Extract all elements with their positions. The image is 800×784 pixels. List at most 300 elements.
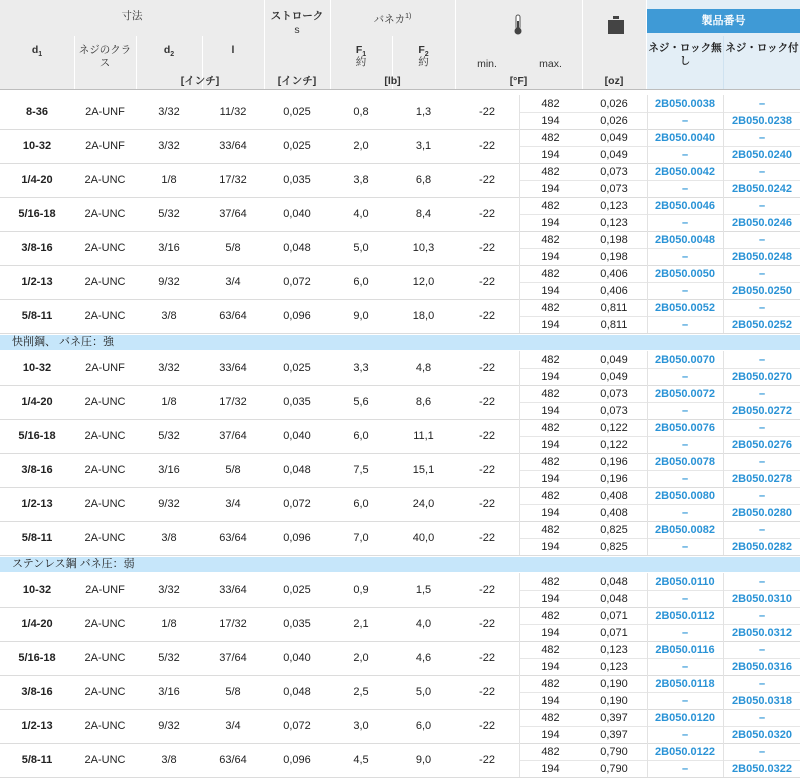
cell-f1: 6,0: [353, 430, 369, 442]
cell-f2: 18,0: [412, 310, 435, 322]
cell-d2: 9/32: [158, 498, 180, 510]
cell-max: 482: [541, 199, 560, 212]
product-number-link[interactable]: 2B050.0038: [655, 97, 715, 110]
cell-cls: 2A-UNC: [84, 276, 126, 288]
product-number-link[interactable]: –: [681, 728, 689, 741]
product-number-link[interactable]: –: [758, 199, 766, 212]
cell-d1: 3/8-16: [21, 464, 53, 476]
product-number-link[interactable]: 2B050.0070: [655, 353, 715, 366]
lb-unit-label: [lb]: [384, 75, 401, 87]
product-number-link[interactable]: 2B050.0080: [655, 489, 715, 502]
cell-oz: 0,073: [600, 404, 628, 417]
cell-f1: 9,0: [353, 310, 369, 322]
cell-d1: 5/16-18: [18, 208, 56, 220]
product-number-link[interactable]: 2B050.0110: [655, 575, 715, 588]
product-number-link[interactable]: –: [758, 677, 766, 690]
cell-d2: 5/32: [158, 430, 180, 442]
cell-f1: 7,0: [353, 532, 369, 544]
cell-min: -22: [479, 584, 495, 596]
cell-max: 194: [541, 540, 560, 553]
dimension-group-header: 寸法: [121, 10, 143, 22]
cell-max: 482: [541, 455, 560, 468]
cell-min: -22: [479, 430, 495, 442]
cell-f1: 0,8: [353, 106, 369, 118]
cell-l: 37/64: [219, 430, 247, 442]
cell-cls: 2A-UNC: [84, 174, 126, 186]
cell-max: 482: [541, 131, 560, 144]
temp-min-header: min.: [477, 58, 497, 70]
cell-s: 0,025: [283, 584, 311, 596]
stroke-unit-label: [インチ]: [277, 75, 317, 87]
cell-min: -22: [479, 208, 495, 220]
cell-oz: 0,190: [600, 694, 628, 707]
cell-d1: 1/4-20: [21, 618, 53, 630]
cell-l: 11/32: [219, 106, 247, 118]
cell-f1: 2,5: [353, 686, 369, 698]
f2-approx: 約: [418, 56, 429, 68]
cell-d2: 3/16: [158, 686, 180, 698]
cell-oz: 0,825: [600, 523, 628, 536]
product-number-link[interactable]: 2B050.0242: [732, 182, 792, 195]
product-number-link[interactable]: 2B050.0072: [655, 387, 715, 400]
cell-d1: 5/16-18: [18, 652, 56, 664]
cell-s: 0,035: [283, 174, 311, 186]
cell-oz: 0,123: [600, 216, 628, 229]
cell-max: 194: [541, 728, 560, 741]
cell-f2: 10,3: [412, 242, 435, 254]
cell-max: 482: [541, 489, 560, 502]
cell-cls: 2A-UNC: [84, 498, 126, 510]
cell-d2: 3/8: [161, 754, 177, 766]
cell-d2: 3/32: [158, 140, 180, 152]
stroke-header: ストローク: [270, 10, 324, 22]
cell-min: -22: [479, 310, 495, 322]
cell-f1: 6,0: [353, 498, 369, 510]
product-number-link[interactable]: 2B050.0320: [732, 728, 792, 741]
cell-s: 0,096: [283, 754, 311, 766]
weight-icon: [606, 15, 626, 35]
cell-cls: 2A-UNC: [84, 396, 126, 408]
cell-max: 194: [541, 438, 560, 451]
cell-s: 0,025: [283, 140, 311, 152]
cell-oz: 0,123: [600, 199, 628, 212]
cell-max: 482: [541, 523, 560, 536]
cell-cls: 2A-UNC: [84, 208, 126, 220]
cell-d1: 1/2-13: [21, 720, 53, 732]
oz-unit-label: [oz]: [604, 75, 624, 87]
cell-l: 3/4: [225, 276, 241, 288]
product-number-link[interactable]: 2B050.0248: [732, 250, 792, 263]
cell-max: 194: [541, 592, 560, 605]
product-number-link[interactable]: 2B050.0282: [732, 540, 792, 553]
cell-f2: 9,0: [415, 754, 432, 766]
product-number-link[interactable]: 2B050.0122: [655, 745, 715, 758]
cell-l: 33/64: [219, 140, 247, 152]
cell-d2: 3/32: [158, 106, 180, 118]
cell-oz: 0,406: [600, 267, 628, 280]
product-number-link[interactable]: –: [681, 250, 689, 263]
cell-oz: 0,049: [600, 370, 628, 383]
product-number-link[interactable]: 2B050.0252: [732, 318, 792, 331]
product-number-link[interactable]: 2B050.0246: [732, 216, 792, 229]
product-number-link[interactable]: –: [681, 626, 689, 639]
product-number-link[interactable]: –: [758, 523, 766, 536]
cell-oz: 0,198: [600, 250, 628, 263]
cell-l: 5/8: [225, 242, 241, 254]
cell-oz: 0,790: [600, 762, 628, 775]
cell-f2: 3,1: [415, 140, 432, 152]
cell-s: 0,072: [283, 720, 311, 732]
product-number-link[interactable]: –: [681, 660, 689, 673]
cell-max: 482: [541, 643, 560, 656]
cell-d2: 3/8: [161, 310, 177, 322]
product-number-link[interactable]: –: [758, 421, 766, 434]
cell-d1: 3/8-16: [21, 242, 53, 254]
product-number-link[interactable]: 2B050.0278: [732, 472, 792, 485]
product-number-link[interactable]: 2B050.0048: [655, 233, 715, 246]
cell-max: 194: [541, 694, 560, 707]
cell-min: -22: [479, 174, 495, 186]
product-number-link[interactable]: –: [681, 438, 689, 451]
cell-s: 0,025: [283, 106, 311, 118]
cell-min: -22: [479, 652, 495, 664]
d2-header: $d_2$: [163, 44, 175, 59]
cell-min: -22: [479, 532, 495, 544]
cell-oz: 0,049: [600, 353, 628, 366]
cell-max: 194: [541, 250, 560, 263]
product-number-link[interactable]: 2B050.0276: [732, 438, 792, 451]
product-number-link[interactable]: 2B050.0272: [732, 404, 792, 417]
cell-l: 17/32: [219, 396, 247, 408]
product-number-link[interactable]: 2B050.0076: [655, 421, 715, 434]
cell-d1: 1/2-13: [21, 498, 53, 510]
product-number-link[interactable]: 2B050.0322: [732, 762, 792, 775]
cell-cls: 2A-UNC: [84, 532, 126, 544]
cell-min: -22: [479, 618, 495, 630]
cell-s: 0,040: [283, 430, 311, 442]
cell-max: 194: [541, 506, 560, 519]
product-number-link[interactable]: –: [758, 711, 766, 724]
cell-d2: 5/32: [158, 208, 180, 220]
cell-oz: 0,122: [600, 438, 628, 451]
product-number-link[interactable]: –: [758, 745, 766, 758]
cell-max: 194: [541, 318, 560, 331]
product-number-link[interactable]: –: [758, 575, 766, 588]
product-number-link[interactable]: –: [681, 148, 689, 161]
product-number-link[interactable]: 2B050.0046: [655, 199, 715, 212]
cell-f2: 15,1: [412, 464, 435, 476]
temp-max-header: max.: [539, 58, 562, 70]
cell-oz: 0,825: [600, 540, 628, 553]
cell-cls: 2A-UNC: [84, 242, 126, 254]
cell-s: 0,040: [283, 652, 311, 664]
cell-f2: 11,1: [413, 430, 434, 442]
cell-oz: 0,122: [600, 421, 628, 434]
product-number-link[interactable]: –: [758, 387, 766, 400]
cell-f1: 2,1: [353, 618, 369, 630]
cell-f1: 3,8: [353, 174, 369, 186]
product-number-link[interactable]: –: [758, 131, 766, 144]
cell-s: 0,025: [283, 362, 311, 374]
cell-min: -22: [479, 276, 495, 288]
product-number-link[interactable]: 2B050.0270: [732, 370, 792, 383]
product-number-link[interactable]: 2B050.0042: [655, 165, 715, 178]
product-number-link[interactable]: 2B050.0040: [655, 131, 715, 144]
cell-max: 194: [541, 114, 560, 127]
product-number-link[interactable]: –: [758, 353, 766, 366]
product-number-link[interactable]: –: [758, 267, 766, 280]
product-number-link[interactable]: –: [681, 114, 689, 127]
cell-max: 482: [541, 609, 560, 622]
cell-s: 0,035: [283, 618, 311, 630]
cell-oz: 0,196: [600, 472, 628, 485]
cell-oz: 0,397: [600, 711, 628, 724]
cell-cls: 2A-UNC: [84, 310, 126, 322]
cell-max: 194: [541, 216, 560, 229]
cell-max: 482: [541, 97, 560, 110]
product-number-link[interactable]: –: [758, 165, 766, 178]
product-number-link[interactable]: 2B050.0238: [732, 114, 792, 127]
cell-d2: 3/32: [158, 584, 180, 596]
cell-min: -22: [479, 242, 495, 254]
f1-approx: 約: [355, 56, 367, 68]
cell-l: 17/32: [219, 174, 247, 186]
f2-header: $F_2$: [418, 44, 429, 59]
thread-class-header: ネジのクラス: [78, 44, 132, 69]
product-number-link[interactable]: 2B050.0318: [732, 694, 792, 707]
with-threadlock-header: ネジ・ロック付: [725, 42, 799, 54]
cell-max: 194: [541, 404, 560, 417]
cell-d1: 8-36: [25, 106, 49, 118]
cell-min: -22: [479, 754, 495, 766]
cell-d1: 10-32: [22, 362, 52, 374]
cell-oz: 0,026: [600, 114, 628, 127]
cell-d1: 5/8-11: [21, 310, 53, 322]
cell-oz: 0,049: [600, 131, 628, 144]
cell-l: 63/64: [219, 310, 247, 322]
cell-oz: 0,408: [600, 489, 628, 502]
cell-s: 0,096: [283, 532, 311, 544]
cell-min: -22: [479, 720, 495, 732]
inch-unit-label: [インチ]: [180, 75, 220, 87]
product-number-link[interactable]: 2B050.0316: [732, 660, 792, 673]
cell-f2: 8,4: [415, 208, 432, 220]
cell-oz: 0,811: [600, 301, 628, 314]
cell-d2: 3/32: [158, 362, 180, 374]
cell-f1: 5,6: [353, 396, 369, 408]
product-number-link[interactable]: 2B050.0118: [655, 677, 715, 690]
cell-l: 3/4: [225, 720, 241, 732]
cell-d1: 10-32: [22, 140, 52, 152]
cell-d1: 10-32: [22, 584, 52, 596]
cell-max: 482: [541, 575, 560, 588]
cell-oz: 0,049: [600, 148, 628, 161]
cell-oz: 0,408: [600, 506, 628, 519]
product-number-link[interactable]: 2B050.0120: [655, 711, 715, 724]
product-number-link[interactable]: –: [758, 489, 766, 502]
product-number-link[interactable]: –: [681, 506, 689, 519]
cell-min: -22: [479, 464, 495, 476]
cell-f1: 5,0: [353, 242, 369, 254]
cell-max: 482: [541, 677, 560, 690]
cell-l: 63/64: [219, 754, 247, 766]
cell-max: 194: [541, 370, 560, 383]
product-number-link[interactable]: –: [758, 301, 766, 314]
product-number-link[interactable]: 2B050.0112: [655, 609, 715, 622]
product-number-link[interactable]: –: [681, 318, 689, 331]
cell-f1: 2,0: [353, 652, 369, 664]
cell-min: -22: [479, 106, 495, 118]
cell-d1: 5/8-11: [21, 532, 53, 544]
cell-max: 194: [541, 472, 560, 485]
cell-d1: 1/2-13: [21, 276, 53, 288]
cell-max: 482: [541, 353, 560, 366]
cell-d1: 5/16-18: [18, 430, 56, 442]
product-number-link[interactable]: 2B050.0052: [655, 301, 715, 314]
cell-f2: 8,6: [415, 396, 432, 408]
cell-f2: 4,6: [415, 652, 432, 664]
cell-max: 482: [541, 267, 560, 280]
cell-cls: 2A-UNF: [85, 140, 125, 152]
product-number-link[interactable]: –: [681, 404, 689, 417]
no-threadlock-header: ネジ・ロック無し: [648, 42, 722, 67]
cell-min: -22: [479, 498, 495, 510]
cell-d2: 3/16: [158, 242, 180, 254]
cell-s: 0,035: [283, 396, 311, 408]
product-number-link[interactable]: 2B050.0310: [732, 592, 792, 605]
cell-f1: 4,0: [353, 208, 369, 220]
cell-oz: 0,048: [600, 575, 628, 588]
cell-f2: 12,0: [412, 276, 435, 288]
product-number-link[interactable]: –: [681, 370, 689, 383]
cell-max: 194: [541, 148, 560, 161]
cell-d1: 3/8-16: [21, 686, 53, 698]
cell-l: 5/8: [225, 464, 241, 476]
cell-max: 482: [541, 421, 560, 434]
cell-s: 0,048: [283, 464, 311, 476]
product-number-link[interactable]: –: [681, 592, 689, 605]
cell-f1: 7,5: [353, 464, 369, 476]
cell-f1: 3,3: [353, 362, 369, 374]
cell-max: 482: [541, 301, 560, 314]
product-number-link[interactable]: –: [758, 643, 766, 656]
cell-oz: 0,406: [600, 284, 628, 297]
length-header: l: [231, 44, 235, 56]
product-number-link[interactable]: –: [758, 233, 766, 246]
cell-min: -22: [479, 686, 495, 698]
d1-header: $d_1$: [31, 44, 43, 59]
product-number-link[interactable]: –: [681, 216, 689, 229]
product-number-link[interactable]: –: [758, 97, 766, 110]
product-number-link[interactable]: –: [758, 609, 766, 622]
cell-f1: 0,9: [353, 584, 369, 596]
product-number-link[interactable]: –: [681, 762, 689, 775]
cell-s: 0,096: [283, 310, 311, 322]
cell-cls: 2A-UNC: [84, 720, 126, 732]
product-number-link[interactable]: 2B050.0280: [732, 506, 792, 519]
cell-f1: 2,0: [353, 140, 369, 152]
cell-d2: 1/8: [161, 174, 177, 186]
cell-d2: 3/8: [161, 532, 177, 544]
product-number-title: 製品番号: [647, 9, 800, 33]
cell-s: 0,072: [283, 498, 311, 510]
cell-max: 194: [541, 284, 560, 297]
cell-cls: 2A-UNF: [85, 362, 125, 374]
cell-l: 37/64: [219, 208, 247, 220]
cell-oz: 0,071: [600, 626, 628, 639]
product-number-link[interactable]: 2B050.0050: [655, 267, 715, 280]
product-number-link[interactable]: –: [681, 182, 689, 195]
cell-d2: 9/32: [158, 276, 180, 288]
product-number-link[interactable]: 2B050.0082: [655, 523, 715, 536]
cell-max: 194: [541, 626, 560, 639]
cell-d2: 5/32: [158, 652, 180, 664]
product-number-link[interactable]: –: [681, 540, 689, 553]
product-number-link[interactable]: –: [681, 472, 689, 485]
cell-d2: 1/8: [161, 618, 177, 630]
cell-d1: 5/8-11: [21, 754, 53, 766]
cell-oz: 0,190: [600, 677, 628, 690]
cell-f1: 3,0: [353, 720, 369, 732]
product-number-link[interactable]: –: [681, 694, 689, 707]
cell-cls: 2A-UNC: [84, 618, 126, 630]
cell-max: 482: [541, 387, 560, 400]
product-number-link[interactable]: 2B050.0240: [732, 148, 792, 161]
cell-cls: 2A-UNC: [84, 464, 126, 476]
cell-oz: 0,048: [600, 592, 628, 605]
cell-max: 194: [541, 660, 560, 673]
cell-f2: 1,5: [415, 584, 432, 596]
cell-oz: 0,196: [600, 455, 628, 468]
cell-oz: 0,073: [600, 387, 628, 400]
cell-l: 63/64: [219, 532, 247, 544]
cell-s: 0,072: [283, 276, 311, 288]
cell-d2: 9/32: [158, 720, 180, 732]
cell-min: -22: [479, 140, 495, 152]
cell-oz: 0,026: [600, 97, 628, 110]
product-number-link[interactable]: –: [758, 455, 766, 468]
cell-f2: 6,8: [415, 174, 432, 186]
cell-l: 5/8: [225, 686, 241, 698]
cell-oz: 0,073: [600, 165, 628, 178]
cell-f2: 24,0: [412, 498, 435, 510]
section-header: 快削鋼、 バネ圧：強: [0, 335, 800, 350]
product-number-link[interactable]: 2B050.0116: [655, 643, 715, 656]
cell-d1: 1/4-20: [21, 396, 53, 408]
thermometer-icon: [513, 14, 523, 36]
cell-oz: 0,811: [600, 318, 628, 331]
cell-max: 194: [541, 762, 560, 775]
cell-d2: 1/8: [161, 396, 177, 408]
f1-header: $F_1$: [355, 44, 367, 59]
cell-s: 0,040: [283, 208, 311, 220]
product-number-link[interactable]: 2B050.0250: [732, 284, 792, 297]
section-header: ステンレス鋼 バネ圧：弱: [0, 557, 800, 572]
cell-min: -22: [479, 362, 495, 374]
cell-oz: 0,073: [600, 182, 628, 195]
cell-f2: 6,0: [415, 720, 432, 732]
cell-cls: 2A-UNC: [84, 430, 126, 442]
product-number-link[interactable]: 2B050.0078: [655, 455, 715, 468]
cell-cls: 2A-UNF: [85, 106, 125, 118]
cell-l: 33/64: [219, 584, 247, 596]
product-number-link[interactable]: 2B050.0312: [732, 626, 792, 639]
product-number-link[interactable]: –: [681, 284, 689, 297]
cell-f1: 6,0: [353, 276, 369, 288]
spring-force-header: バネカ$^{1)}$: [373, 13, 412, 26]
cell-max: 194: [541, 182, 560, 195]
cell-max: 482: [541, 165, 560, 178]
